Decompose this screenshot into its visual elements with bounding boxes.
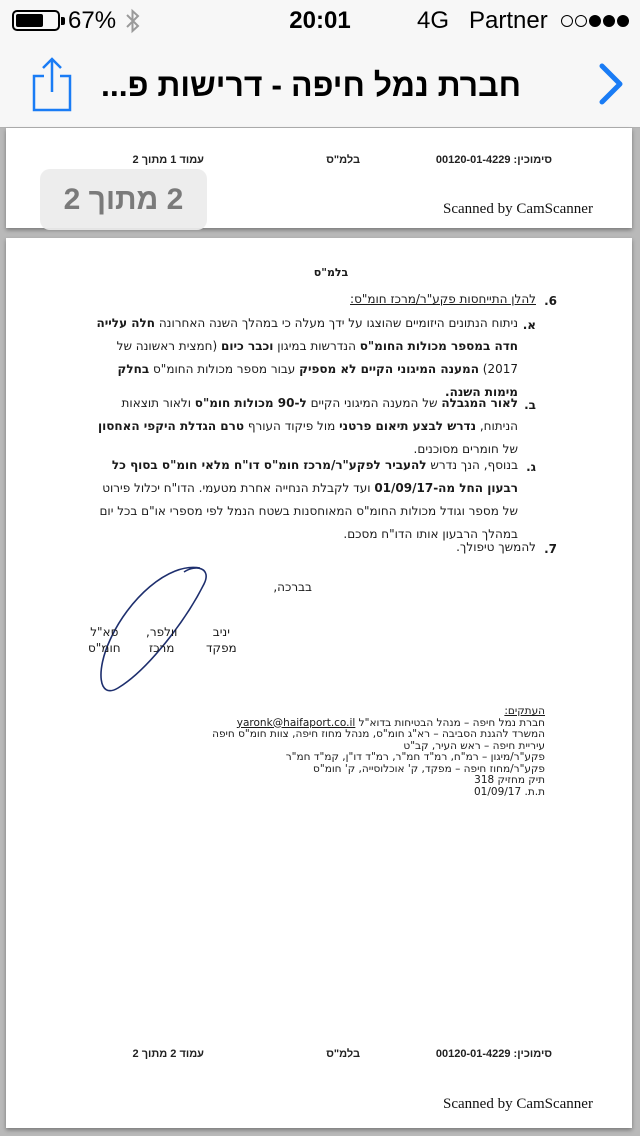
item-c-paragraph: בנוסף, הנך נדרש להעביר לפקע"ר/מרכז חומ"ס דו"ח מלאי חומ"ס בסוף כל רבעון החל מה-01/09/17 ועד לקבלת הנחייה אחרת מטעמי. הדו"ח יכלול פירוט של מספר וגודל מכולות החומ"ס המאוחסנות בשטח הנמל לפי מספרי או"ם בכל יום במהלך הרבעון אותו הדו"ח מסכם. — [99, 458, 518, 541]
signatory-commander: יניב מפקד — [206, 625, 237, 655]
copies-list: העתקים: חברת נמל חיפה – מנהל הבטיחות בדוא"ל yaronk@haifaport.co.il המשרד להגנת הסביבה – רא"ג חומ"ס, מנהל מחוז חיפה, צוות חומ"ס חיפה עיריית חיפה – ראש העיר, קב"ט פקע"ר/מיגון – רמ"ח, רמ"ד חמ"ר, רמ"ד דו"ן, קמ"ד חמ"ר פקע"ר/מחוז חיפה – מפקד, ק' אוכלוסייה, ק' חומ"ס תיק מחזיק 318 ת.ת. 01/09/17 — [212, 705, 545, 798]
share-button[interactable] — [30, 56, 74, 112]
status-bar — [0, 0, 640, 40]
scanner-watermark: Scanned by CamScanner — [443, 1096, 593, 1112]
classification-header: בלמ"ס — [313, 266, 349, 279]
greeting: בברכה, — [273, 580, 312, 594]
signal-dot — [589, 15, 601, 27]
signal-strength-icon — [561, 14, 633, 28]
document-title: חברת נמל חיפה - דרישות פ... — [100, 67, 521, 103]
item-7-text: להמשך טיפולך. — [456, 540, 536, 554]
signal-dot — [561, 15, 573, 27]
item-a-number: א. — [522, 318, 536, 332]
item-7-number: 7. — [544, 542, 557, 556]
page-1-classification: בלמ"ס — [326, 154, 360, 166]
network-type: 4G — [417, 7, 450, 34]
clock: 20:01 — [289, 7, 351, 34]
page-2-classification: בלמ"ס — [326, 1048, 360, 1060]
page-indicator: 2 מתוך 2 — [40, 169, 207, 230]
signal-dot — [603, 15, 615, 27]
signal-dot — [617, 15, 629, 27]
page-2-reference: סימוכין: 00120-01-4229 — [435, 1048, 552, 1060]
signatory-rank: סא"ל חומ"ס — [88, 625, 121, 655]
item-b-paragraph: לאור המגבלה של המענה המיגוני הקיים ל-90 מכולות חומ"ס ולאור תוצאות הניתוח, נדרש לבצע תיאום פרטני מול פיקוד העורף טרם הגדלת היקפי האחסון של חומרים מסוכנים. — [97, 396, 518, 456]
item-6-number: 6. — [544, 294, 557, 308]
chevron-right-icon[interactable] — [596, 62, 626, 106]
item-a-paragraph: ניתוח הנתונים היזומיים שהוצגו על ידך מעלה כי במהלך השנה האחרונה חלה עלייה חדה במספר מכולות החומ"ס הנדרשות במיגון וכבר כיום (חמצית ראשונה של 2017) המענה המיגוני הקיים לא מספיק עבור מספר מכולות החומ"ס בחלק מימות השנה. — [96, 316, 518, 399]
document-page-2[interactable] — [6, 238, 632, 1128]
email-link[interactable]: yaronk@haifaport.co.il — [236, 716, 356, 729]
battery-percent: 67% — [68, 7, 117, 34]
signatory-name: וולפר, מרכז — [146, 625, 178, 655]
page-1-reference: סימוכין: 00120-01-4229 — [435, 154, 552, 166]
signal-dot — [575, 15, 587, 27]
carrier-name: Partner — [469, 7, 548, 34]
navigation-bar — [0, 40, 640, 128]
item-c-number: ג. — [526, 460, 536, 474]
scanner-watermark: Scanned by CamScanner — [443, 201, 593, 217]
item-b-number: ב. — [524, 398, 536, 412]
page-2-page-number: עמוד 2 מתוך 2 — [132, 1048, 204, 1060]
item-6-heading: להלן התייחסות פקע"ר/מרכז חומ"ס: — [350, 292, 536, 306]
page-1-page-number: עמוד 1 מתוך 2 — [132, 154, 204, 166]
